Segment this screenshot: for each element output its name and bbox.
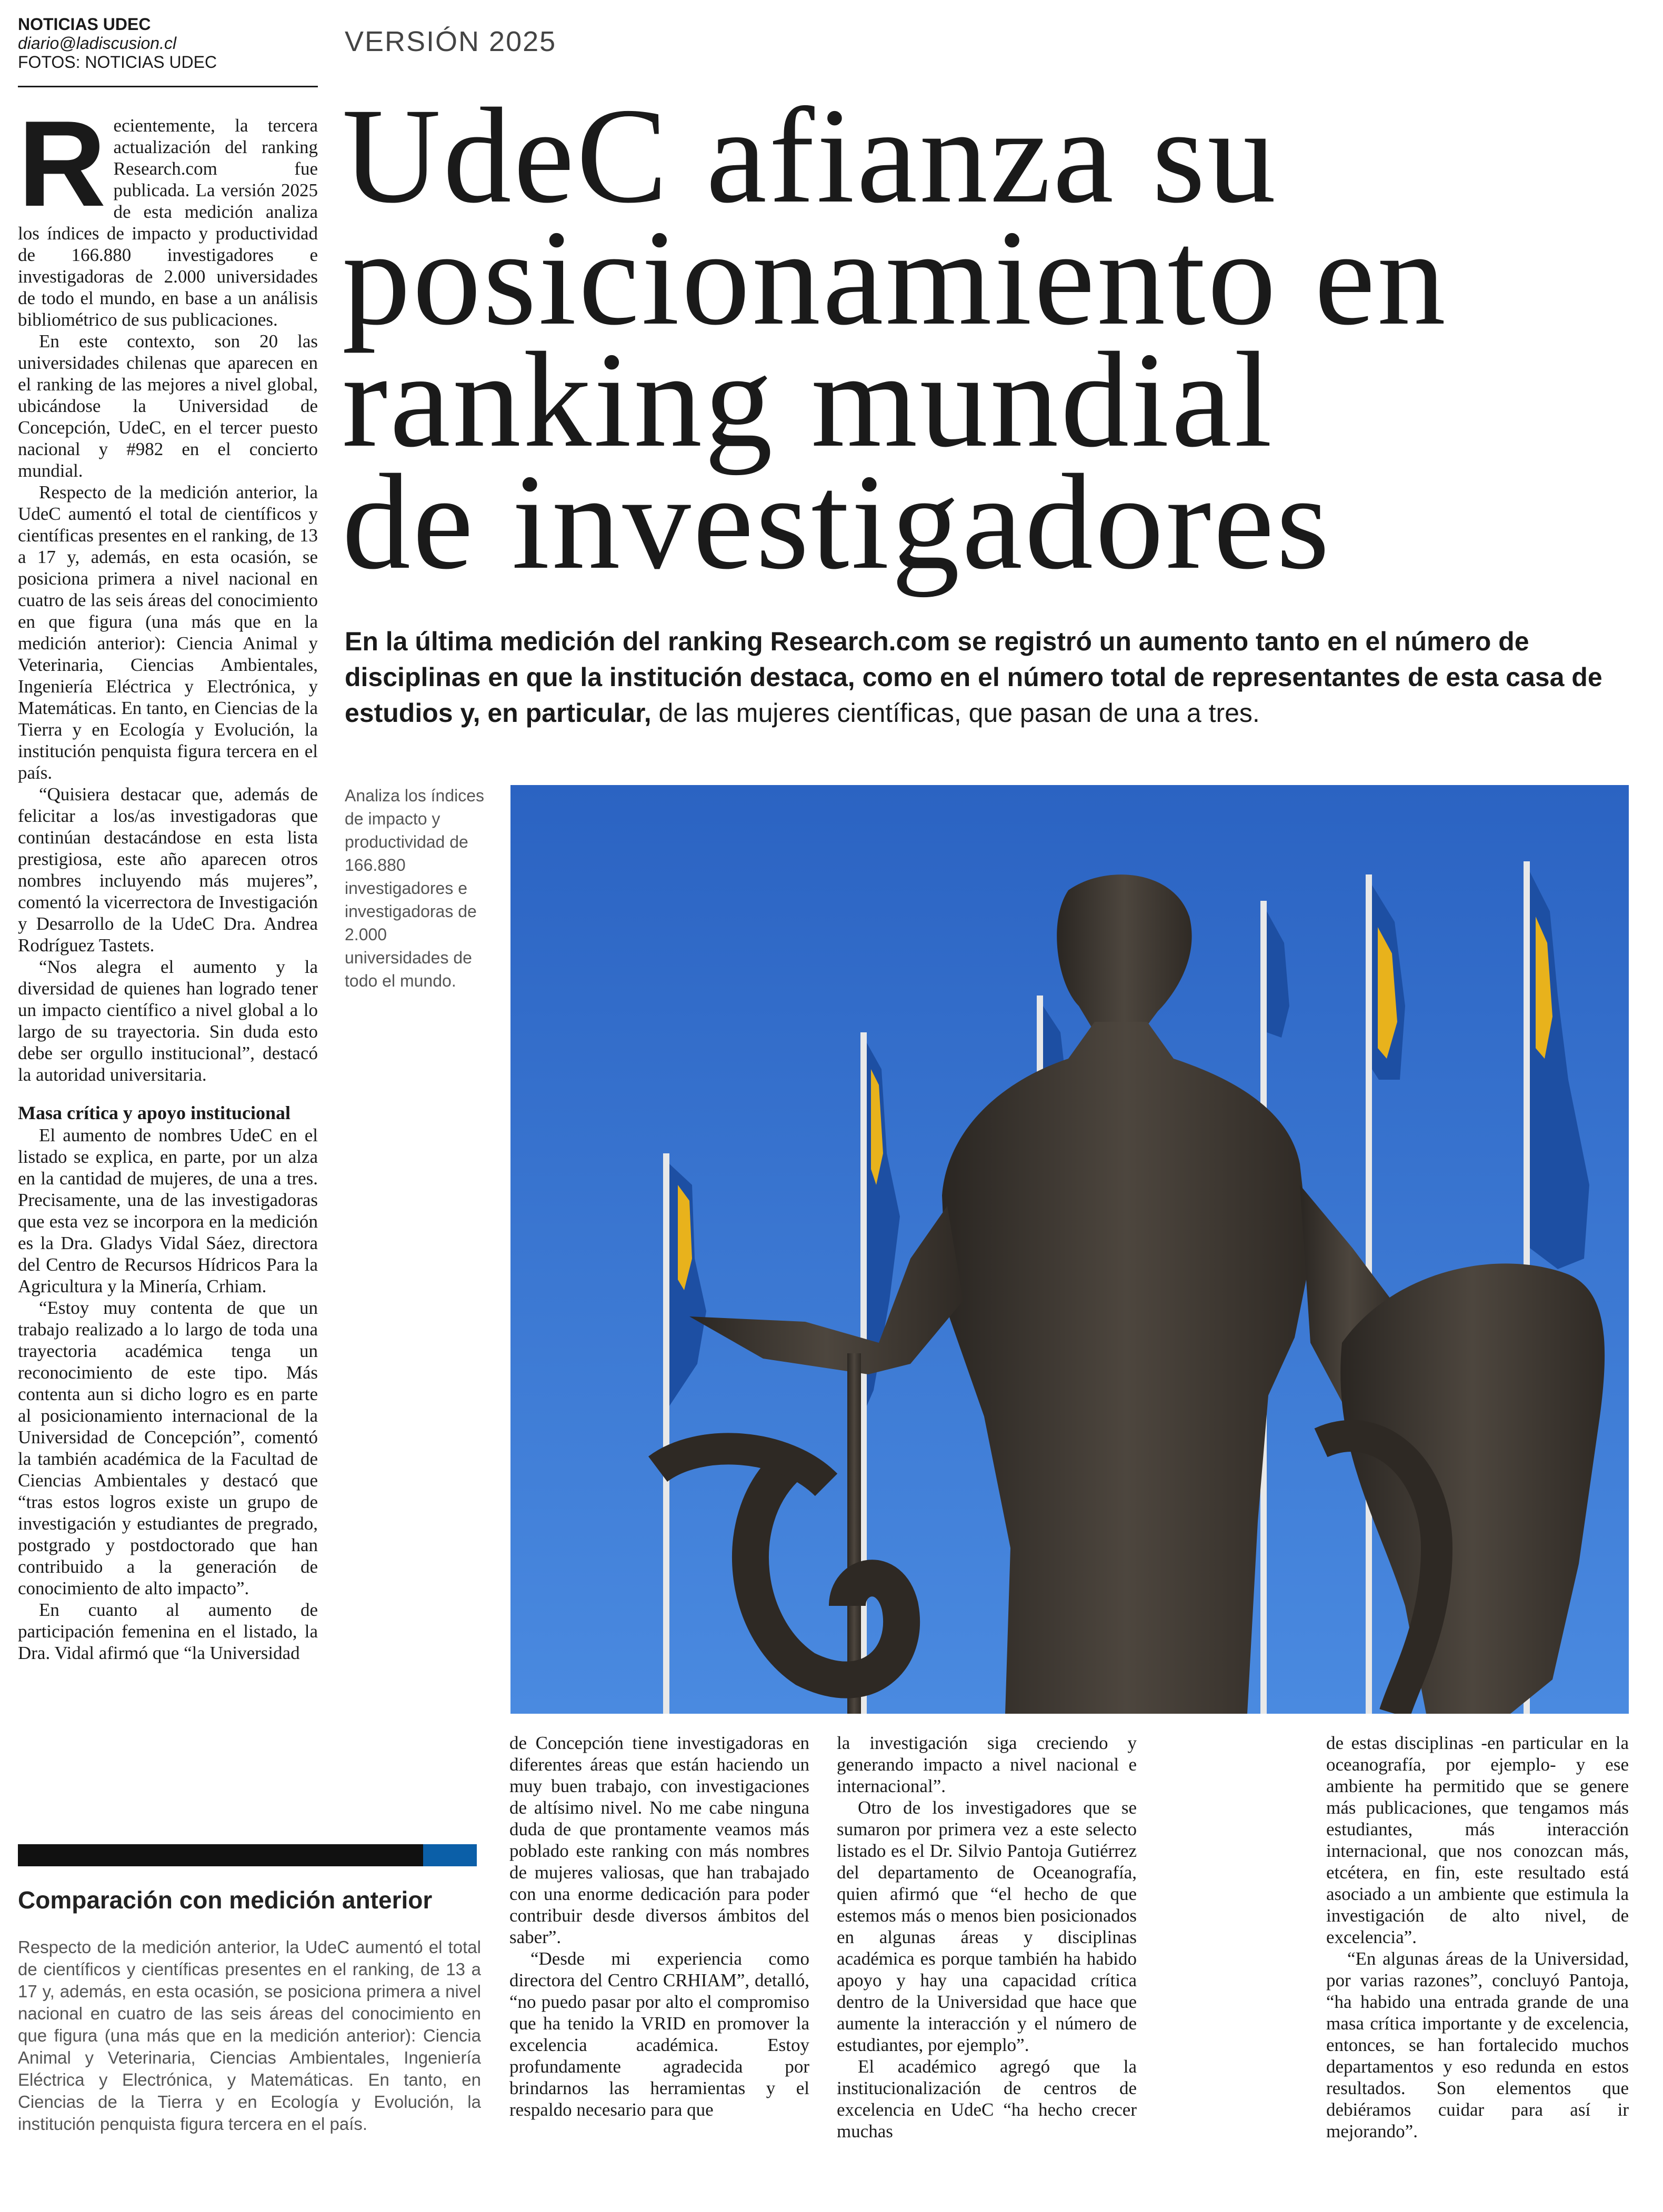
byline-divider xyxy=(18,86,318,87)
paragraph: “En algunas áreas de la Universidad, por varias razones”, concluyó Pantoja, “ha habido una entrada grande de una masa crítica importante y de excelencia, entonces, se han fortalecido muchos departamentos y eso redunda en estos resultados. Son elementos que debiéramos cuidar para así ir mejorando”. xyxy=(1326,1948,1629,2141)
article-column-4 xyxy=(1326,1732,1629,2142)
paragraph: la investigación siga creciendo y generando impacto a nivel nacional e internacional”. xyxy=(837,1733,1137,1796)
sidebar-accent-bar xyxy=(423,1844,477,1866)
paragraph: Otro de los investigadores que se sumaron por primera vez a este selecto listado es el Dr. Silvio Pantoja Gutiérrez del departamento de Oceanografía, quien afirmó que “el hecho de que estemos más o menos bien posicionados en algunas áreas y disciplinas académica es porque también ha habido apoyo y hay una capacidad crítica dentro de la Universidad que hace que aumente la interacción y el número de estudiantes, por ejemplo”. xyxy=(837,1797,1137,2055)
article-column-2 xyxy=(509,1732,809,2120)
paragraph: En este contexto, son 20 las universidades chilenas que aparecen en el ranking de las mejores a nivel global, ubicándose la Universidad de Concepción, UdeC, en el tercer puesto nacional y #982 en el concierto mundial. xyxy=(18,331,318,481)
sidebar-body: Respecto de la medición anterior, la UdeC aumentó el total de científicos y científicas presentes en el ranking, de 13 a 17 y, además, en esta ocasión, se posiciona primera a nivel nacional en cuatro de las seis áreas del conocimiento en que figura (una más que en la medición anterior): Ciencia Animal y Veterinaria, Ciencias Ambientales, Ingeniería Eléctrica y Electrónica, y Matemáticas. En tanto, en Ciencias de la Tierra y en Ecología y Evolución, la institución penquista figura tercera en el país. xyxy=(18,1937,481,2134)
headline-line: posicionamiento en xyxy=(342,202,1448,354)
sidebar-title: Comparación con medición anterior xyxy=(18,1886,433,1914)
photo-credit: FOTOS: NOTICIAS UDEC xyxy=(18,53,217,72)
paragraph: “Desde mi experiencia como directora del Centro CRHIAM”, detalló, “no puedo pasar por alto el compromiso que ha tenido la VRID en promover la excelencia académica. Estoy profundamente agradecida por brindarnos las herramientas y el respaldo necesario para que xyxy=(509,1948,809,2120)
headline-line: de investigadores xyxy=(342,446,1332,598)
article-column-3 xyxy=(837,1732,1137,2142)
photo-caption: Analiza los índices de impacto y productividad de 166.880 investigadores e investigadoras de 2.000 universidades de todo el mundo. xyxy=(345,786,485,990)
section-label: NOTICIAS UDEC xyxy=(18,15,151,34)
paragraph: El aumento de nombres UdeC en el listado se explica, en parte, por un alza en la cantidad de mujeres, de una a tres. Precisamente, una de las investigadoras que esta vez se incorpora en la medición es la Dra. Gladys Vidal Sáez, directora del Centro de Recursos Hídricos Para la Agricultura y la Minería, Crhiam. xyxy=(18,1125,318,1296)
subheading: Masa crítica y apoyo institucional xyxy=(18,1102,290,1123)
byline xyxy=(18,15,313,72)
paragraph: de estas disciplinas -en particular en la oceanografía, por ejemplo- y ese ambiente ha permitido que se genere más publicaciones, que tengamos más estudiantes, más interacción internacional, que nos conozcan más, etcétera, en fin, este resultado está asociado a un ambiente que estimula la investigación de alto nivel, de excelencia”. xyxy=(1326,1733,1629,1947)
paragraph: En cuanto al aumento de participación femenina en el listado, la Dra. Vidal afirmó que “la Universidad xyxy=(18,1600,318,1663)
headline xyxy=(342,80,1605,598)
statue-illustration xyxy=(510,785,1629,1714)
article-column-left xyxy=(18,96,318,1664)
paragraph xyxy=(18,96,318,330)
sidebar-bar xyxy=(18,1844,423,1866)
paragraph: de Concepción tiene investigadoras en diferentes áreas que están haciendo un muy buen trabajo, con investigaciones de altísimo nivel. No me cabe ninguna duda de que prontamente veamos más poblado este ranking con más nombres de mujeres valiosas, que han trabajado con una enorme dedicación para poder contribuir desde diversos ámbitos del saber”. xyxy=(509,1733,809,1947)
headline-line: ranking mundial xyxy=(342,324,1275,476)
article-photo xyxy=(510,785,1629,1714)
paragraph: Respecto de la medición anterior, la UdeC aumentó el total de científicos y científicas presentes en el ranking, de 13 a 17 y, además, en esta ocasión, se posiciona primera a nivel nacional en cuatro de las seis áreas del conocimiento en que figura (una más que en la medición anterior): Ciencia Animal y Veterinaria, Ciencias Ambientales, Ingeniería Eléctrica y Electrónica, y Matemáticas. En tanto, en Ciencias de la Tierra y en Ecología y Evolución, la institución penquista figura tercera en el país. xyxy=(18,482,318,783)
paragraph: “Nos alegra el aumento y la diversidad de quienes han logrado tener un impacto científico a nivel global a lo largo de su trayectoria. Sin duda esto debe ser orgullo institucional”, destacó la autoridad universitaria. xyxy=(18,957,318,1085)
author-email[interactable]: diario@ladiscusion.cl xyxy=(18,34,177,53)
kicker: VERSIÓN 2025 xyxy=(345,26,557,57)
lead-paragraph xyxy=(345,624,1634,731)
dropcap: R xyxy=(18,96,106,232)
paragraph-text: ecientemente, la tercera actualización del ranking Research.com fue publicada. La versión 2025 de esta medición analiza los índices de impacto y productividad de 166.880 investigadores e investigadoras de 2.000 universidades de todo el mundo, en base a un análisis bibliométrico de sus publicaciones. xyxy=(18,115,318,330)
paragraph: “Quisiera destacar que, además de felicitar a los/as investigadoras que continúan destacándose en esta lista prestigiosa, este año aparecen otros nombres incluyendo más mujeres”, comentó la vicerrectora de Investigación y Desarrollo de la UdeC Dra. Andrea Rodríguez Tastets. xyxy=(18,784,318,956)
lead-regular: de las mujeres científicas, que pasan de una a tres. xyxy=(651,698,1260,728)
headline-line: UdeC afianza su xyxy=(342,80,1278,232)
lead-bold: En la última medición del ranking Research.com se registró un aumento tanto en el número de disciplinas en que la institución destaca, como en el número total de representantes de esta casa de estudios y, en particular, xyxy=(345,627,1602,728)
paragraph: “Estoy muy contenta de que un trabajo realizado a lo largo de toda una trayectoria académica tenga un reconocimiento de este tipo. Más contenta aun si dicho logro es en parte al posicionamiento internacional de la Universidad de Concepción”, comentó la también académica de la Facultad de Ciencias Ambientales y destacó que “tras estos logros existe un grupo de investigación y estudiantes de pregrado, postgrado y postdoctorado que han contribuido a la generación de conocimiento de alto impacto”. xyxy=(18,1298,318,1598)
paragraph: El académico agregó que la institucionalización de centros de excelencia en UdeC “ha hecho crecer muchas xyxy=(837,2056,1137,2141)
